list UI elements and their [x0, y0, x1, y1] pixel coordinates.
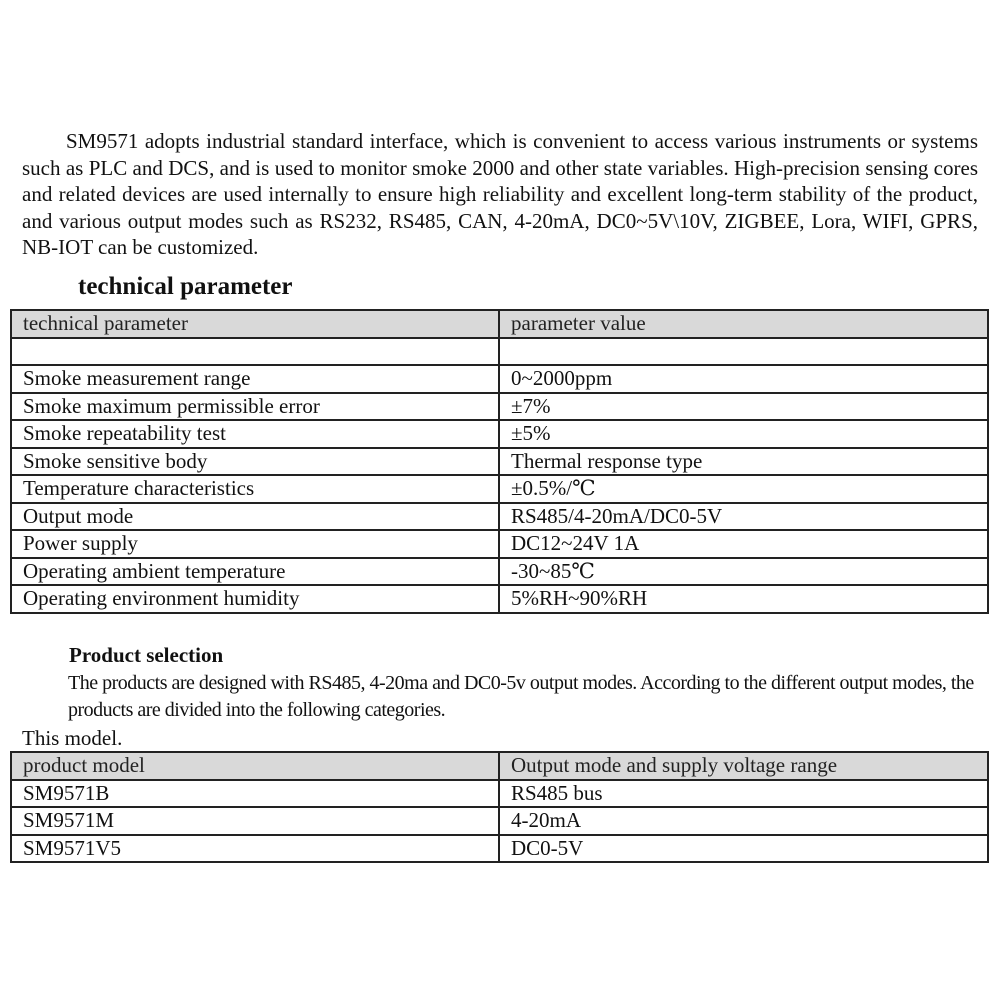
table-header-row: [11, 310, 988, 338]
table-row: [11, 338, 988, 366]
parameter-cell: Temperature characteristics: [11, 475, 499, 503]
parameter-cell: [11, 338, 499, 366]
parameter-cell: Smoke maximum permissible error: [11, 393, 499, 421]
value-cell: RS485 bus: [499, 780, 988, 808]
parameter-cell: Power supply: [11, 530, 499, 558]
product-selection-heading: Product selection: [69, 643, 224, 667]
table-header-cell: technical parameter: [11, 310, 499, 338]
table-row: [11, 585, 988, 613]
parameter-cell: Output mode: [11, 503, 499, 531]
parameter-cell: SM9571M: [11, 807, 499, 835]
table-row: [11, 780, 988, 808]
table-row: [11, 475, 988, 503]
table-header-row: [11, 752, 988, 780]
table-header-cell: Output mode and supply voltage range: [499, 752, 988, 780]
model-note: This model.: [22, 726, 123, 750]
product-selection-description: The products are designed with RS485, 4-20ma and DC0-5v output modes. According to the different output modes, the products are divided into the following categories.: [68, 672, 974, 721]
value-cell: [499, 338, 988, 366]
table-row: [11, 503, 988, 531]
value-cell: ±7%: [499, 393, 988, 421]
table-row: [11, 448, 988, 476]
table-header-cell: product model: [11, 752, 499, 780]
value-cell: 4-20mA: [499, 807, 988, 835]
table-row: [11, 365, 988, 393]
intro-paragraph: SM9571 adopts industrial standard interface, which is convenient to access various instruments or systems such as PLC and DCS, and is used to monitor smoke 2000 and other state variables. High-precision sensing cores and related devices are used internally to ensure high reliability and excellent long-term stability of the product, and various output modes such as RS232, RS485, CAN, 4-20mA, DC0~5V\10V, ZIGBEE, Lora, WIFI, GPRS, NB-IOT can be customized.: [22, 129, 978, 259]
value-cell: DC12~24V 1A: [499, 530, 988, 558]
value-cell: -30~85℃: [499, 558, 988, 586]
technical-parameter-table: [10, 309, 989, 614]
parameter-cell: Operating ambient temperature: [11, 558, 499, 586]
table-row: [11, 530, 988, 558]
parameter-cell: Smoke repeatability test: [11, 420, 499, 448]
table-header-cell: parameter value: [499, 310, 988, 338]
product-model-table: [10, 751, 989, 863]
parameter-cell: SM9571V5: [11, 835, 499, 863]
table-row: [11, 807, 988, 835]
value-cell: DC0-5V: [499, 835, 988, 863]
parameter-cell: SM9571B: [11, 780, 499, 808]
value-cell: RS485/4-20mA/DC0-5V: [499, 503, 988, 531]
table-row: [11, 393, 988, 421]
table-row: [11, 835, 988, 863]
technical-parameter-heading: technical parameter: [78, 273, 293, 300]
parameter-cell: Smoke sensitive body: [11, 448, 499, 476]
table-row: [11, 420, 988, 448]
value-cell: 5%RH~90%RH: [499, 585, 988, 613]
parameter-cell: Smoke measurement range: [11, 365, 499, 393]
parameter-cell: Operating environment humidity: [11, 585, 499, 613]
value-cell: Thermal response type: [499, 448, 988, 476]
value-cell: ±0.5%/℃: [499, 475, 988, 503]
table-row: [11, 558, 988, 586]
value-cell: 0~2000ppm: [499, 365, 988, 393]
value-cell: ±5%: [499, 420, 988, 448]
